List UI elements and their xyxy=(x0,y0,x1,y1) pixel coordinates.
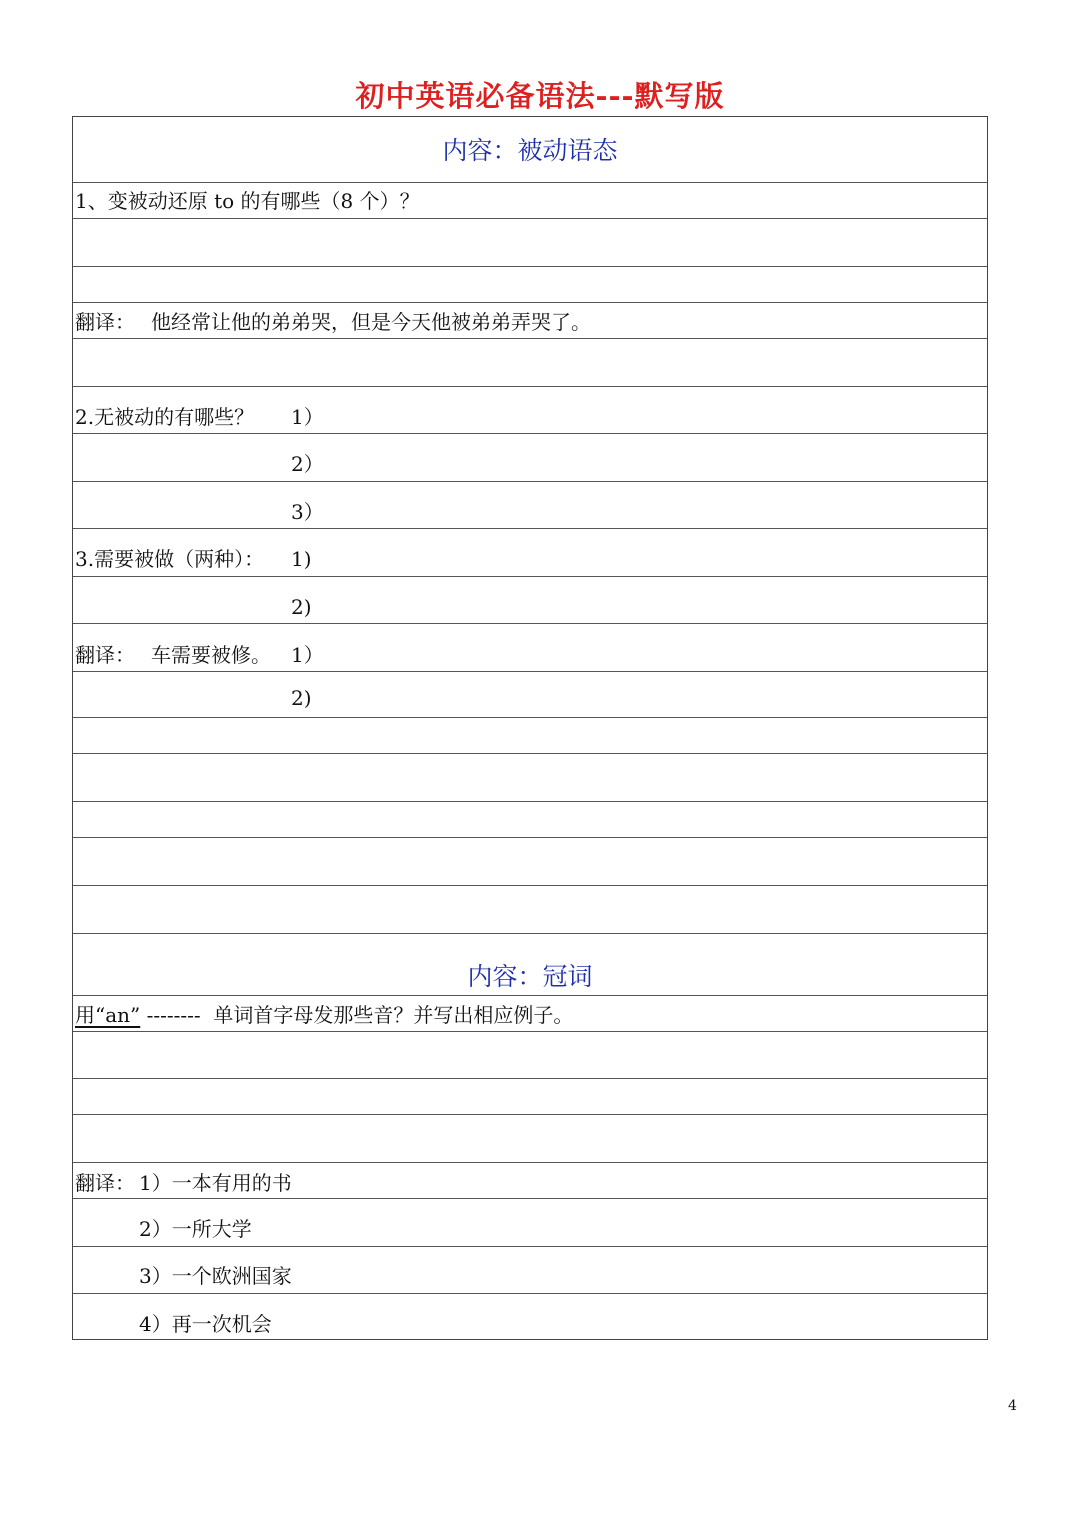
translate-item: 1）一本有用的书 xyxy=(139,1171,292,1195)
answer-slot-label: 2) xyxy=(291,595,312,619)
row-divider xyxy=(73,182,987,183)
row-divider xyxy=(73,481,987,482)
answer-slot-label: 1） xyxy=(291,643,324,667)
article-question-rest: -------- 单词首字母发那些音？并写出相应例子。 xyxy=(140,1003,574,1027)
row-divider xyxy=(73,338,987,339)
row-divider xyxy=(73,1293,987,1294)
row-divider xyxy=(73,218,987,219)
row-divider xyxy=(73,837,987,838)
row-divider xyxy=(73,801,987,802)
question-1-text: 1、变被动还原 to 的有哪些（8 个）？ xyxy=(75,189,420,213)
row-divider xyxy=(73,671,987,672)
translate-label: 翻译： xyxy=(75,643,135,667)
row-divider xyxy=(73,576,987,577)
article-question xyxy=(75,1004,573,1026)
document-title: 初中英语必备语法---默写版 xyxy=(355,79,725,113)
worksheet-table xyxy=(72,116,988,1340)
row-divider xyxy=(73,433,987,434)
answer-slot-label: 2) xyxy=(291,686,312,710)
translate-label: 翻译： xyxy=(75,310,135,334)
row-divider xyxy=(73,1198,987,1199)
row-divider xyxy=(73,302,987,303)
row-divider xyxy=(73,753,987,754)
row-divider xyxy=(73,386,987,387)
row-divider xyxy=(73,933,987,934)
an-underlined: 用“an” xyxy=(75,1003,141,1027)
row-divider xyxy=(73,995,987,996)
answer-slot-label: 1) xyxy=(291,547,312,571)
row-divider xyxy=(73,1078,987,1079)
translate-sentence: 车需要被修。 xyxy=(151,643,271,667)
row-divider xyxy=(73,1246,987,1247)
answer-slot-label: 3） xyxy=(291,500,324,524)
row-divider xyxy=(73,1162,987,1163)
row-divider xyxy=(73,885,987,886)
question-2-text: 2.无被动的有哪些？ xyxy=(75,405,255,429)
translate-sentence: 他经常让他的弟弟哭，但是今天他被弟弟弄哭了。 xyxy=(151,310,591,334)
row-divider xyxy=(73,623,987,624)
section-heading-passive: 内容：被动语态 xyxy=(442,136,618,165)
answer-slot-label: 2） xyxy=(291,452,324,476)
translate-label: 翻译： xyxy=(75,1171,135,1195)
row-divider xyxy=(73,717,987,718)
translate-item: 3）一个欧洲国家 xyxy=(139,1264,292,1288)
translate-item: 4）再一次机会 xyxy=(139,1312,272,1336)
row-divider xyxy=(73,1114,987,1115)
row-divider xyxy=(73,266,987,267)
row-divider xyxy=(73,528,987,529)
translate-item: 2）一所大学 xyxy=(139,1217,252,1241)
row-divider xyxy=(73,1031,987,1032)
question-3-text: 3.需要被做（两种）： xyxy=(75,547,265,571)
page-number: 4 xyxy=(1008,1398,1017,1414)
section-heading-articles: 内容：冠词 xyxy=(467,962,593,991)
answer-slot-label: 1） xyxy=(291,405,324,429)
